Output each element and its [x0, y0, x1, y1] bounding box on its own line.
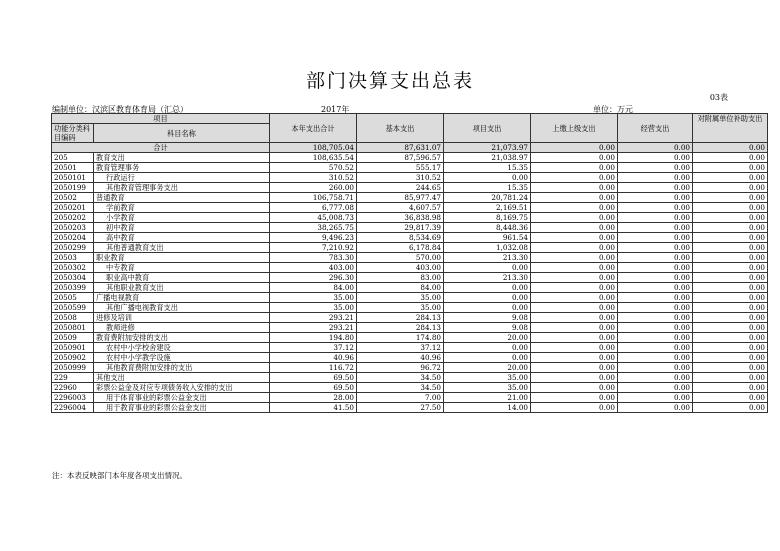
row-value: 21.00	[444, 393, 531, 403]
row-value: 108,635.54	[270, 153, 357, 163]
row-value: 0.00	[531, 333, 618, 343]
row-value: 0.00	[693, 223, 768, 233]
row-value: 310.52	[270, 173, 357, 183]
header-code: 功能分类科目编码	[52, 124, 94, 143]
row-value: 0.00	[618, 343, 693, 353]
row-value: 570.52	[270, 163, 357, 173]
row-value: 34.50	[357, 373, 444, 383]
row-value: 35.00	[357, 303, 444, 313]
table-row	[52, 323, 768, 333]
row-value: 0.00	[531, 393, 618, 403]
row-value: 194.80	[270, 333, 357, 343]
row-value: 0.00	[693, 293, 768, 303]
total-cell: 21,073.97	[444, 143, 531, 153]
row-name: 农村中小学校舍建设	[94, 343, 270, 353]
row-value: 0.00	[618, 233, 693, 243]
table-row	[52, 293, 768, 303]
row-name: 广播电视教育	[94, 293, 270, 303]
row-code: 2050599	[52, 303, 94, 313]
row-name: 中专教育	[94, 263, 270, 273]
row-value: 0.00	[531, 303, 618, 313]
row-value: 0.00	[531, 373, 618, 383]
table-row	[52, 213, 768, 223]
table-row	[52, 363, 768, 373]
row-value: 35.00	[270, 303, 357, 313]
row-code: 2050999	[52, 363, 94, 373]
row-value: 37.12	[357, 343, 444, 353]
total-cell: 0.00	[693, 143, 768, 153]
row-value: 0.00	[531, 343, 618, 353]
row-code: 20508	[52, 313, 94, 323]
row-value: 2,169.51	[444, 203, 531, 213]
total-cell: 0.00	[618, 143, 693, 153]
row-code: 2050203	[52, 223, 94, 233]
row-value: 174.80	[357, 333, 444, 343]
row-value: 0.00	[444, 343, 531, 353]
row-value: 570.00	[357, 253, 444, 263]
row-value: 35.00	[444, 383, 531, 393]
row-value: 0.00	[693, 283, 768, 293]
row-value: 0.00	[444, 303, 531, 313]
row-value: 0.00	[618, 363, 693, 373]
table-body	[52, 143, 768, 413]
row-value: 0.00	[618, 213, 693, 223]
row-value: 0.00	[618, 403, 693, 413]
row-name: 其他广播电视教育支出	[94, 303, 270, 313]
table-row	[52, 373, 768, 383]
table-row	[52, 403, 768, 413]
row-value: 28.00	[270, 393, 357, 403]
row-name: 进修及培训	[94, 313, 270, 323]
row-value: 0.00	[531, 263, 618, 273]
total-label: 合计	[52, 143, 270, 153]
row-name: 其他教育费附加安排的支出	[94, 363, 270, 373]
row-code: 2050801	[52, 323, 94, 333]
row-value: 0.00	[693, 313, 768, 323]
table-row	[52, 273, 768, 283]
table-row	[52, 223, 768, 233]
row-code: 20503	[52, 253, 94, 263]
row-value: 0.00	[618, 163, 693, 173]
row-value: 0.00	[618, 183, 693, 193]
table-row	[52, 163, 768, 173]
row-name: 其他普通教育支出	[94, 243, 270, 253]
expenditure-table	[51, 113, 768, 413]
row-value: 0.00	[618, 303, 693, 313]
row-name: 行政运行	[94, 173, 270, 183]
total-cell: 108,705.04	[270, 143, 357, 153]
row-value: 37.12	[270, 343, 357, 353]
row-value: 0.00	[618, 283, 693, 293]
row-value: 0.00	[693, 363, 768, 373]
row-value: 0.00	[444, 353, 531, 363]
compiling-unit: 编制单位：汉滨区教育体育局（汇总）	[52, 105, 188, 114]
row-value: 0.00	[693, 183, 768, 193]
row-value: 213.30	[444, 273, 531, 283]
row-name: 用于教育事业的彩票公益金支出	[94, 403, 270, 413]
row-code: 2296004	[52, 403, 94, 413]
row-value: 0.00	[693, 323, 768, 333]
row-code: 20505	[52, 293, 94, 303]
row-value: 40.96	[357, 353, 444, 363]
row-value: 0.00	[531, 403, 618, 413]
row-code: 2050399	[52, 283, 94, 293]
report-year: 2017年	[321, 105, 350, 114]
row-value: 0.00	[531, 293, 618, 303]
row-value: 293.21	[270, 323, 357, 333]
row-value: 0.00	[444, 173, 531, 183]
row-value: 83.00	[357, 273, 444, 283]
row-value: 0.00	[531, 273, 618, 283]
row-value: 0.00	[618, 323, 693, 333]
row-value: 0.00	[531, 243, 618, 253]
row-name: 学前教育	[94, 203, 270, 213]
row-name: 高中教育	[94, 233, 270, 243]
row-value: 9,496.23	[270, 233, 357, 243]
row-value: 0.00	[531, 203, 618, 213]
total-row	[52, 143, 768, 153]
table-row	[52, 313, 768, 323]
row-value: 0.00	[693, 303, 768, 313]
row-value: 35.00	[270, 293, 357, 303]
row-value: 0.00	[531, 153, 618, 163]
row-value: 38,265.75	[270, 223, 357, 233]
row-code: 2050902	[52, 353, 94, 363]
row-value: 0.00	[531, 383, 618, 393]
row-value: 0.00	[618, 253, 693, 263]
row-value: 8,448.36	[444, 223, 531, 233]
row-code: 2050201	[52, 203, 94, 213]
row-value: 0.00	[618, 273, 693, 283]
row-value: 35.00	[357, 293, 444, 303]
table-row	[52, 383, 768, 393]
table-row	[52, 333, 768, 343]
table-row	[52, 263, 768, 273]
row-value: 783.30	[270, 253, 357, 263]
row-name: 初中教育	[94, 223, 270, 233]
row-value: 34.50	[357, 383, 444, 393]
row-value: 403.00	[270, 263, 357, 273]
table-row	[52, 283, 768, 293]
row-value: 0.00	[693, 393, 768, 403]
table-row	[52, 203, 768, 213]
row-value: 40.96	[270, 353, 357, 363]
row-value: 35.00	[444, 373, 531, 383]
row-name: 用于体育事业的彩票公益金支出	[94, 393, 270, 403]
row-value: 0.00	[618, 393, 693, 403]
row-value: 0.00	[618, 353, 693, 363]
row-value: 0.00	[618, 373, 693, 383]
row-code: 20501	[52, 163, 94, 173]
row-value: 0.00	[618, 383, 693, 393]
header-basic: 基本支出	[357, 114, 444, 143]
row-code: 229	[52, 373, 94, 383]
row-value: 961.54	[444, 233, 531, 243]
table-row	[52, 253, 768, 263]
row-value: 0.00	[693, 173, 768, 183]
row-name: 小学教育	[94, 213, 270, 223]
table-row	[52, 233, 768, 243]
row-value: 0.00	[444, 283, 531, 293]
row-value: 0.00	[693, 213, 768, 223]
row-name: 其他教育管理事务支出	[94, 183, 270, 193]
row-value: 20,781.24	[444, 193, 531, 203]
form-number: 03表	[709, 93, 728, 102]
row-value: 293.21	[270, 313, 357, 323]
row-value: 284.13	[357, 313, 444, 323]
row-value: 85,977.47	[357, 193, 444, 203]
row-value: 0.00	[444, 263, 531, 273]
row-value: 0.00	[693, 383, 768, 393]
row-name: 彩票公益金及对应专项债务收入安排的支出	[94, 383, 270, 393]
table-row	[52, 193, 768, 203]
row-value: 0.00	[693, 253, 768, 263]
row-value: 213.30	[444, 253, 531, 263]
row-name: 教育支出	[94, 153, 270, 163]
row-value: 0.00	[444, 293, 531, 303]
row-name: 教师进修	[94, 323, 270, 333]
header-upper: 上缴上级支出	[531, 114, 618, 143]
row-code: 22960	[52, 383, 94, 393]
header-business: 经营支出	[618, 114, 693, 143]
row-value: 0.00	[693, 373, 768, 383]
row-value: 116.72	[270, 363, 357, 373]
table-row	[52, 183, 768, 193]
row-value: 1,032.08	[444, 243, 531, 253]
row-value: 0.00	[531, 163, 618, 173]
row-value: 84.00	[270, 283, 357, 293]
row-code: 2296003	[52, 393, 94, 403]
row-value: 0.00	[531, 363, 618, 373]
row-code: 20509	[52, 333, 94, 343]
row-value: 14.00	[444, 403, 531, 413]
footnote: 注：本表反映部门本年度各项支出情况。	[52, 471, 187, 480]
row-value: 0.00	[531, 323, 618, 333]
row-code: 2050204	[52, 233, 94, 243]
row-value: 20.00	[444, 363, 531, 373]
row-value: 0.00	[693, 233, 768, 243]
row-value: 284.13	[357, 323, 444, 333]
row-value: 0.00	[531, 313, 618, 323]
row-value: 0.00	[618, 223, 693, 233]
row-value: 0.00	[531, 233, 618, 243]
header-project: 项目支出	[444, 114, 531, 143]
table-row	[52, 303, 768, 313]
row-value: 0.00	[693, 353, 768, 363]
total-cell: 0.00	[531, 143, 618, 153]
row-value: 403.00	[357, 263, 444, 273]
row-code: 20502	[52, 193, 94, 203]
header-subsidy: 对附属单位补助支出	[693, 114, 768, 143]
total-cell: 87,631.07	[357, 143, 444, 153]
row-name: 农村中小学教学设施	[94, 353, 270, 363]
row-value: 0.00	[693, 263, 768, 273]
row-value: 0.00	[618, 333, 693, 343]
row-value: 244.65	[357, 183, 444, 193]
row-value: 0.00	[531, 283, 618, 293]
row-value: 0.00	[693, 203, 768, 213]
row-value: 0.00	[693, 333, 768, 343]
page-title: 部门决算支出总表	[305, 70, 474, 92]
row-code: 2050304	[52, 273, 94, 283]
row-value: 0.00	[531, 183, 618, 193]
table-row	[52, 393, 768, 403]
row-value: 8,169.75	[444, 213, 531, 223]
row-value: 0.00	[531, 253, 618, 263]
row-value: 6,777.08	[270, 203, 357, 213]
row-value: 96.72	[357, 363, 444, 373]
row-value: 0.00	[693, 243, 768, 253]
row-value: 296.30	[270, 273, 357, 283]
row-value: 15.35	[444, 163, 531, 173]
row-value: 260.00	[270, 183, 357, 193]
row-value: 36,838.98	[357, 213, 444, 223]
row-value: 4,607.57	[357, 203, 444, 213]
row-value: 21,038.97	[444, 153, 531, 163]
header-item: 项目	[52, 114, 270, 124]
header-total: 本年支出合计	[270, 114, 357, 143]
row-value: 0.00	[618, 263, 693, 273]
table-row	[52, 353, 768, 363]
row-value: 0.00	[531, 213, 618, 223]
currency-unit: 单位：万元	[593, 105, 633, 114]
row-value: 0.00	[693, 193, 768, 203]
row-value: 106,758.71	[270, 193, 357, 203]
row-value: 69.50	[270, 373, 357, 383]
row-value: 0.00	[618, 153, 693, 163]
table-row	[52, 173, 768, 183]
row-name: 其他支出	[94, 373, 270, 383]
row-value: 6,178.84	[357, 243, 444, 253]
row-value: 0.00	[618, 203, 693, 213]
row-value: 41.50	[270, 403, 357, 413]
row-value: 84.00	[357, 283, 444, 293]
row-value: 45,008.73	[270, 213, 357, 223]
row-code: 2050299	[52, 243, 94, 253]
header-name: 科目名称	[94, 124, 270, 143]
row-value: 87,596.57	[357, 153, 444, 163]
row-value: 29,817.39	[357, 223, 444, 233]
row-value: 0.00	[531, 173, 618, 183]
row-value: 27.50	[357, 403, 444, 413]
row-value: 7,210.92	[270, 243, 357, 253]
row-value: 15.35	[444, 183, 531, 193]
row-name: 其他职业教育支出	[94, 283, 270, 293]
row-value: 9.08	[444, 313, 531, 323]
table-row	[52, 153, 768, 163]
row-code: 2050901	[52, 343, 94, 353]
row-code: 205	[52, 153, 94, 163]
row-value: 7.00	[357, 393, 444, 403]
row-value: 0.00	[531, 223, 618, 233]
row-value: 0.00	[693, 273, 768, 283]
row-value: 0.00	[618, 193, 693, 203]
row-value: 9.08	[444, 323, 531, 333]
row-name: 普通教育	[94, 193, 270, 203]
row-value: 0.00	[618, 243, 693, 253]
row-code: 2050202	[52, 213, 94, 223]
row-value: 69.50	[270, 383, 357, 393]
row-value: 310.52	[357, 173, 444, 183]
row-code: 2050302	[52, 263, 94, 273]
row-value: 0.00	[618, 293, 693, 303]
row-value: 8,534.69	[357, 233, 444, 243]
row-value: 20.00	[444, 333, 531, 343]
row-value: 0.00	[693, 153, 768, 163]
row-value: 0.00	[693, 343, 768, 353]
row-value: 0.00	[618, 173, 693, 183]
row-value: 0.00	[693, 403, 768, 413]
row-value: 0.00	[531, 193, 618, 203]
row-value: 0.00	[531, 353, 618, 363]
table-row	[52, 243, 768, 253]
row-name: 教育费附加安排的支出	[94, 333, 270, 343]
row-code: 2050199	[52, 183, 94, 193]
row-value: 0.00	[693, 163, 768, 173]
row-value: 0.00	[618, 313, 693, 323]
table-row	[52, 343, 768, 353]
row-name: 职业教育	[94, 253, 270, 263]
row-value: 555.17	[357, 163, 444, 173]
row-code: 2050101	[52, 173, 94, 183]
row-name: 教育管理事务	[94, 163, 270, 173]
row-name: 职业高中教育	[94, 273, 270, 283]
